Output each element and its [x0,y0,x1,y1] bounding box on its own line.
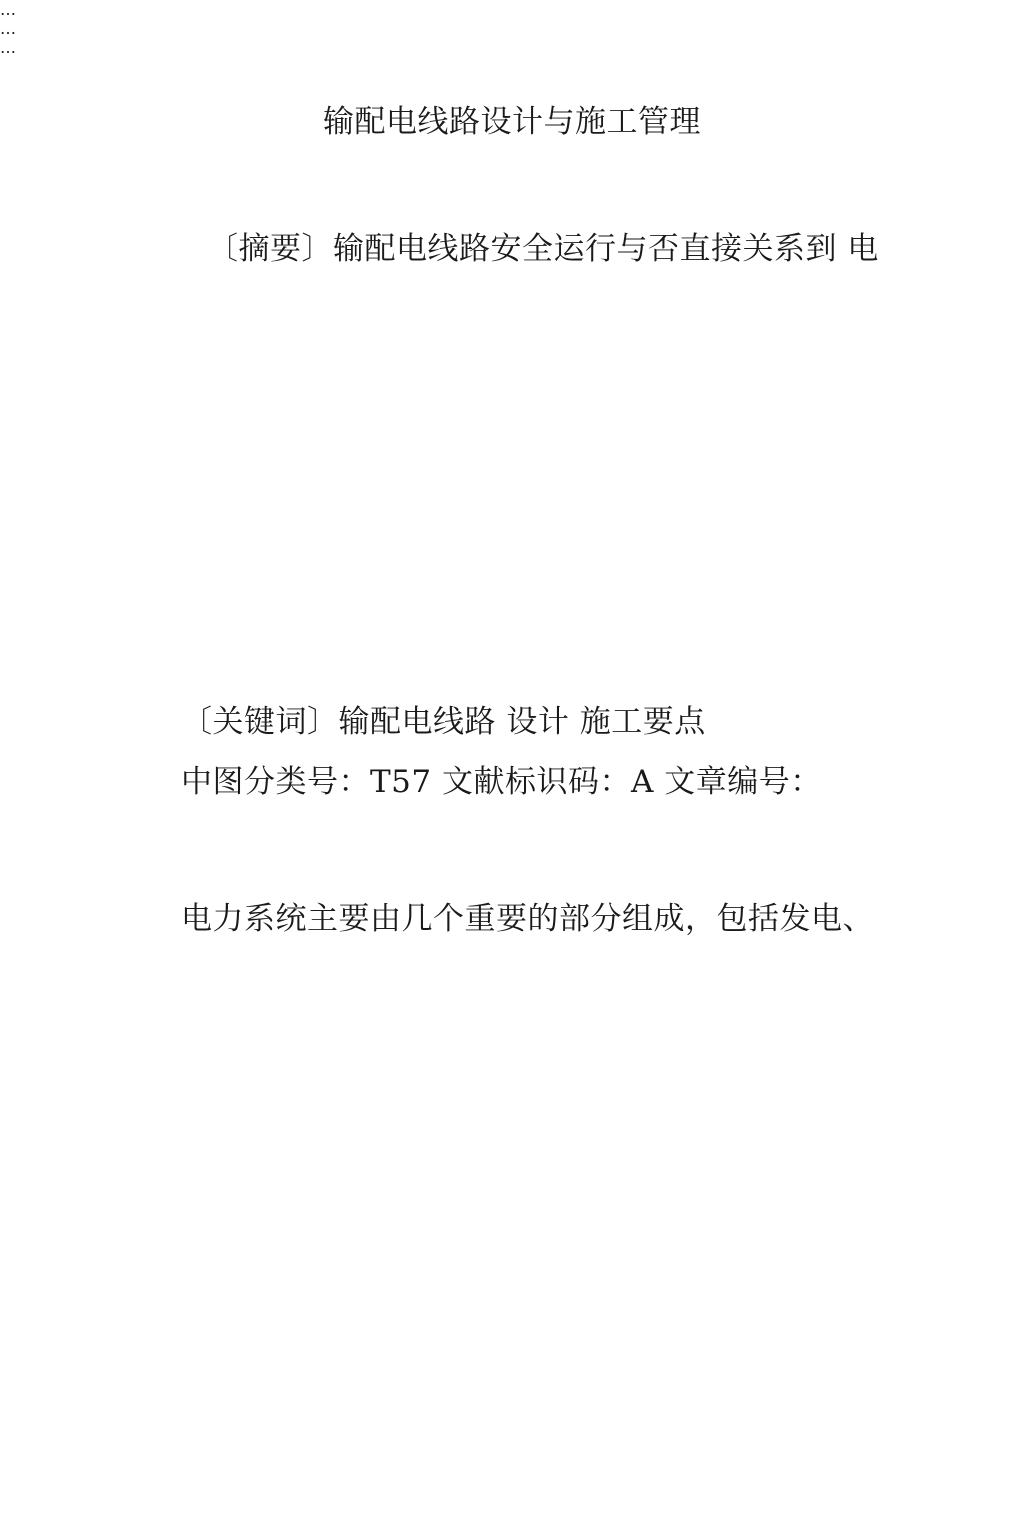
abstract-line: 〔摘要〕输配电线路安全运行与否直接关系到 电 [207,231,879,267]
body-paragraph: 电力系统主要由几个重要的部分组成，包括发电、 … [0,38,1024,57]
keywords-line: 〔关键词〕输配电线路 设计 施工要点 [181,704,706,740]
abstract: 〔摘要〕输配电线路安全运行与否直接关系到 电 … [0,0,1024,19]
classification: 中图分类号：T57 文献标识码：A 文章编号： … [0,19,1024,38]
classification-line: 中图分类号：T57 文献标识码：A 文章编号： [181,764,822,800]
document-title: 输配电线路设计与施工管理 [323,104,701,140]
body-line: 电力系统主要由几个重要的部分组成，包括发电、 [181,901,874,937]
